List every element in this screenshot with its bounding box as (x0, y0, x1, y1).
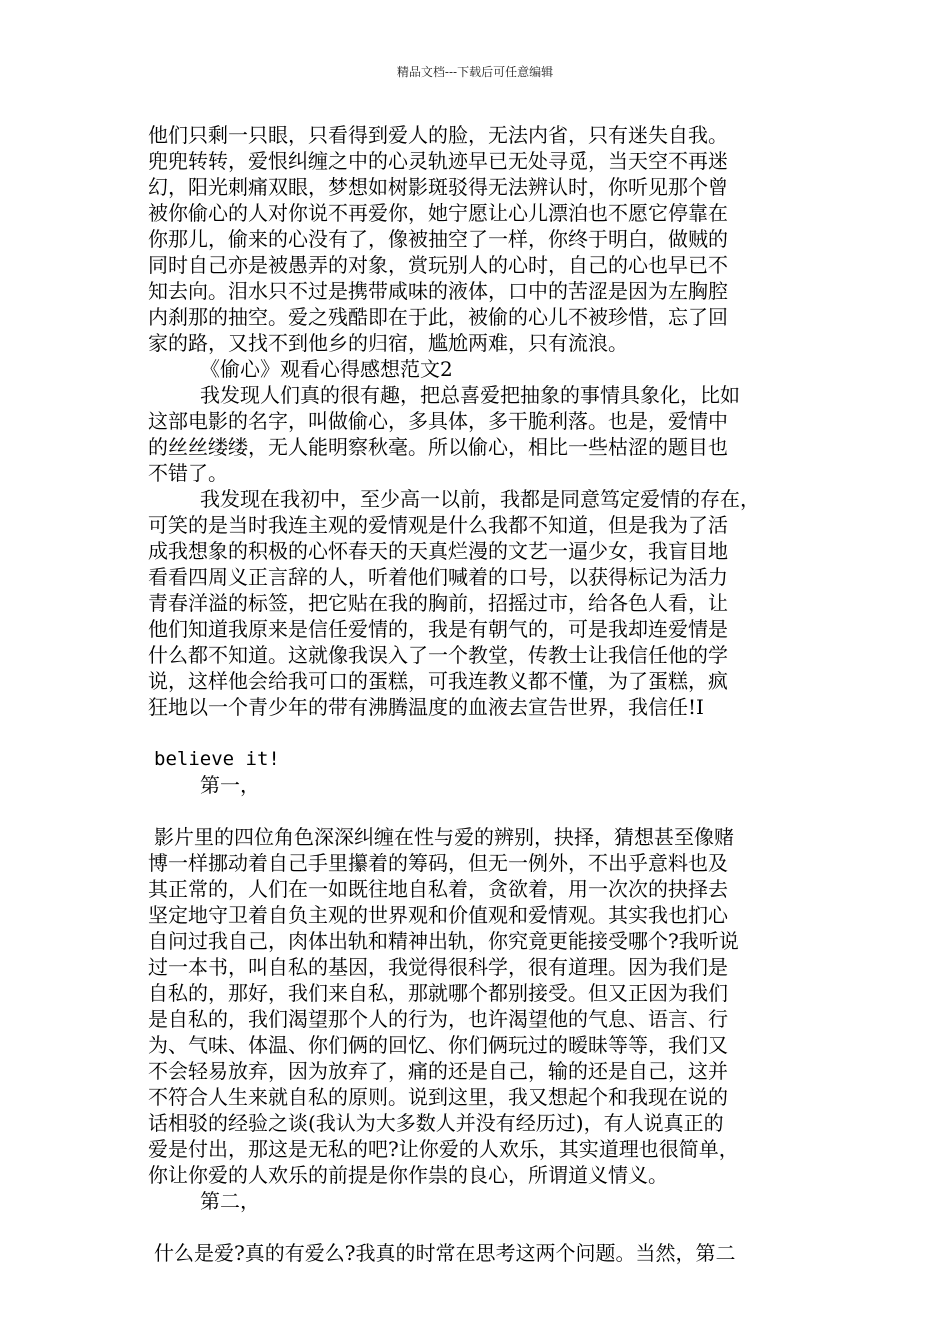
text-line: 同时自己亦是被愚弄的对象，赏玩别人的心时，自己的心也早已不 (148, 253, 728, 277)
text-line: 被你偷心的人对你说不再爱你，她宁愿让心儿漂泊也不愿它停靠在 (148, 201, 728, 225)
text-line: 兜兜转转，爱恨纠缠之中的心灵轨迹早已无处寻觅，当天空不再迷 (148, 149, 728, 173)
text-line: 坚定地守卫着自负主观的世界观和价值观和爱情观。其实我也扪心 (148, 903, 728, 927)
paragraph-5 (148, 1240, 814, 1266)
text-line: 不错了。 (148, 461, 228, 485)
text-line: 什么都不知道。这就像我误入了一个教堂，传教士让我信任他的学 (148, 643, 728, 667)
text-line: 说，这样他会给我可口的蛋糕，可我连教义都不懂，为了蛋糕，疯 (148, 669, 728, 693)
text-line: 不符合人生来就自私的原则。说到这里，我又想起个和我现在说的 (148, 1085, 728, 1109)
text-line: 是自私的，我们渴望那个人的行为，也许渴望他的气息、语言、行 (148, 1007, 728, 1031)
second-point-label: 第二， (200, 1189, 260, 1213)
text-line: 他们知道我原来是信任爱情的，我是有朝气的，可是我却连爱情是 (148, 617, 728, 641)
text-line: 这部电影的名字，叫做偷心，多具体，多干脆利落。也是，爱情中 (148, 409, 728, 433)
text-line: 他们只剩一只眼，只看得到爱人的脸，无法内省，只有迷失自我。 (148, 123, 728, 147)
text-line: 什么是爱?真的有爱么?我真的时常在思考这两个问题。当然，第二 (154, 1241, 736, 1265)
text-line: 我发现人们真的很有趣，把总喜爱把抽象的事情具象化，比如 (200, 383, 740, 407)
text-line: 过一本书，叫自私的基因，我觉得很科学，很有道理。因为我们是 (148, 955, 728, 979)
text-line: 自问过我自己，肉体出轨和精神出轨，你究竟更能接受哪个?我听说 (148, 929, 739, 953)
text-line: 青春洋溢的标签，把它贴在我的胸前，招摇过市，给各色人看，让 (148, 591, 728, 615)
blank-line (148, 1214, 814, 1240)
text-line: 你那儿，偷来的心没有了，像被抽空了一样，你终于明白，做贼的 (148, 227, 728, 251)
text-line: 博一样挪动着自己手里攥着的筹码，但无一例外，不出乎意料也及 (148, 851, 728, 875)
text-line: 的丝丝缕缕，无人能明察秋毫。所以偷心，相比一些枯涩的题目也 (148, 435, 728, 459)
text-line: 可笑的是当时我连主观的爱情观是什么我都不知道，但是我为了活 (148, 513, 728, 537)
text-line: 内刹那的抽空。爱之残酷即在于此，被偷的心儿不被珍惜，忘了回 (148, 305, 728, 329)
text-line: 话相驳的经验之谈(我认为大多数人并没有经历过)，有人说真正的 (148, 1111, 724, 1135)
text-line: 看看四周义正言辞的人，听着他们喊着的口号，以获得标记为活力 (148, 565, 728, 589)
paragraph-3 (148, 486, 814, 720)
text-line: 成我想象的积极的心怀春天的天真烂漫的文艺一逼少女，我盲目地 (148, 539, 728, 563)
page-header: 精品文档---下载后可任意编辑 (396, 65, 554, 79)
text-line: 不会轻易放弃，因为放弃了，痛的还是自己，输的还是自己，这并 (148, 1059, 728, 1083)
text-line: 其正常的，人们在一如既往地自私着，贪欲着，用一次次的抉择去 (148, 877, 728, 901)
text-line: 你让你爱的人欢乐的前提是你作祟的良心，所谓道义情义。 (148, 1163, 668, 1187)
text-line: 我发现在我初中，至少高一以前，我都是同意笃定爱情的存在， (200, 487, 760, 511)
paragraph-2 (148, 382, 814, 486)
first-point-label: 第一， (200, 773, 260, 797)
text-line: 影片里的四位角色深深纠缠在性与爱的辨别，抉择，猜想甚至像赌 (154, 825, 734, 849)
english-line: believe it! (154, 748, 280, 770)
text-line: 狂地以一个青少年的带有沸腾温度的血液去宣告世界，我信任!I (148, 695, 704, 719)
blank-line (148, 798, 814, 824)
section-heading: 《偷心》观看心得感想范文2 (200, 357, 453, 381)
text-line: 知去向。泪水只不过是携带咸味的液体，口中的苦涩是因为左胸腔 (148, 279, 728, 303)
text-line: 幻，阳光刺痛双眼，梦想如树影斑驳得无法辨认时，你听见那个曾 (148, 175, 728, 199)
text-line: 自私的，那好，我们来自私，那就哪个都别接受。但又正因为我们 (148, 981, 728, 1005)
text-line: 爱是付出，那这是无私的吧?让你爱的人欢乐，其实道理也很简单， (148, 1137, 739, 1161)
paragraph-4 (148, 824, 814, 1188)
document-body (148, 122, 814, 1266)
text-line: 家的路，又找不到他乡的归宿，尴尬两难，只有流浪。 (148, 331, 628, 355)
paragraph-1 (148, 122, 814, 356)
text-line: 为、气味、体温、你们俩的回忆、你们俩玩过的暧昧等等，我们又 (148, 1033, 728, 1057)
blank-line (148, 720, 814, 746)
